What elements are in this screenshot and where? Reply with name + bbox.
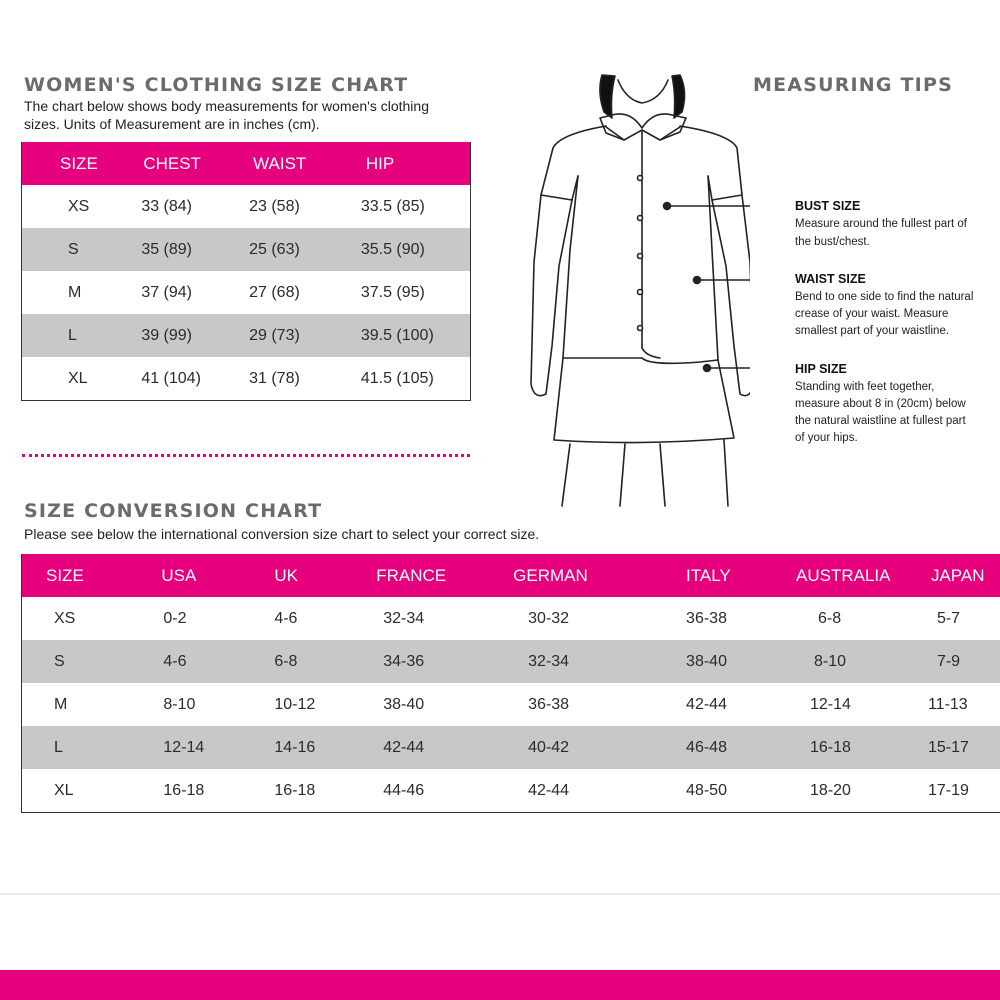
australia-cell: 8-10 (776, 640, 906, 683)
chest-cell: 41 (104) (141, 369, 201, 387)
chest-cell: 33 (84) (141, 197, 193, 215)
conversion-chart-description: Please see below the international conversion size chart to select your correct size. (24, 526, 540, 542)
france-cell: 32-34 (383, 609, 425, 627)
australia-cell: 6-8 (817, 609, 842, 627)
italy-cell: 48-50 (686, 781, 727, 799)
conversion-chart-table (21, 554, 1000, 813)
size-cell: XS (68, 197, 90, 215)
waist-cell: 25 (63) (241, 228, 351, 271)
size-cell: M (68, 283, 82, 301)
size-chart-table (21, 142, 471, 401)
japan-cell: 11-13 (927, 695, 968, 713)
italy-cell: 38-40 (666, 640, 776, 683)
table-row (22, 769, 1000, 813)
woman-figure-illustration (520, 70, 750, 510)
table-row (22, 640, 1000, 683)
japan-cell: 15-17 (906, 726, 1000, 769)
waist-cell: 31 (78) (249, 369, 300, 387)
uk-cell: 6-8 (271, 640, 366, 683)
header-hip: HIP (351, 142, 471, 185)
size-chart-description-1: The chart below shows body measurements for women's clothing (24, 98, 429, 114)
france-cell: 44-46 (383, 781, 425, 799)
waist-size-text-1: Bend to one side to find the natural (795, 291, 974, 303)
bust-size-heading: BUST SIZE (795, 199, 861, 213)
australia-cell: 18-20 (809, 781, 851, 799)
footer-accent-bar (0, 970, 1000, 1000)
hip-cell: 37.5 (95) (360, 283, 425, 301)
size-cell: S (22, 228, 132, 271)
german-cell: 30-32 (528, 609, 570, 627)
header-size: SIZE (22, 554, 162, 597)
hip-size-text-1: Standing with feet together, (795, 381, 935, 393)
france-cell: 42-44 (366, 726, 506, 769)
table-row (22, 357, 471, 401)
dotted-divider (22, 454, 470, 457)
waist-size-heading: WAIST SIZE (795, 272, 866, 286)
france-cell: 38-40 (383, 695, 425, 713)
france-cell: 34-36 (366, 640, 506, 683)
waist-cell: 27 (68) (249, 283, 300, 301)
italy-cell: 36-38 (686, 609, 727, 627)
size-chart-description-2: sizes. Units of Measurement are in inches (cm). (24, 116, 320, 132)
chest-cell: 37 (94) (141, 283, 193, 301)
header-size: SIZE (22, 142, 132, 185)
uk-cell: 16-18 (274, 781, 316, 799)
usa-cell: 4-6 (161, 640, 271, 683)
header-waist: WAIST (241, 142, 351, 185)
header-uk: UK (271, 554, 366, 597)
uk-cell: 14-16 (271, 726, 366, 769)
waist-cell: 23 (58) (249, 197, 300, 215)
usa-cell: 12-14 (161, 726, 271, 769)
header-australia: AUSTRALIA (776, 554, 906, 597)
table-row (22, 228, 471, 271)
header-usa: USA (161, 554, 271, 597)
hip-cell: 41.5 (105) (360, 369, 434, 387)
size-cell: XL (54, 781, 74, 799)
hip-cell: 39.5 (100) (351, 314, 471, 357)
table-row (22, 683, 1000, 726)
size-cell: M (54, 695, 68, 713)
australia-cell: 16-18 (776, 726, 906, 769)
table-row (22, 271, 471, 314)
hip-size-text-3: the natural waistline at fullest part (795, 415, 966, 427)
footer-divider (0, 893, 1000, 895)
german-cell: 32-34 (506, 640, 666, 683)
size-cell: XL (68, 369, 88, 387)
table-row (22, 185, 471, 228)
header-italy: ITALY (666, 554, 776, 597)
usa-cell: 16-18 (163, 781, 205, 799)
hip-size-text-4: of your hips. (795, 432, 858, 444)
header-japan: JAPAN (906, 554, 1000, 597)
italy-cell: 42-44 (686, 695, 727, 713)
german-cell: 42-44 (528, 781, 570, 799)
header-france: FRANCE (366, 554, 506, 597)
size-cell: L (22, 314, 132, 357)
uk-cell: 4-6 (274, 609, 298, 627)
conversion-header-row (22, 554, 1000, 597)
waist-size-text-3: smallest part of your waistline. (795, 325, 950, 337)
size-cell: S (22, 640, 162, 683)
waist-size-text-2: crease of your waist. Measure (795, 308, 949, 320)
size-cell: XS (54, 609, 76, 627)
hip-cell: 33.5 (85) (360, 197, 425, 215)
chest-cell: 35 (89) (131, 228, 241, 271)
italy-cell: 46-48 (666, 726, 776, 769)
german-cell: 40-42 (506, 726, 666, 769)
bust-size-text-2: the bust/chest. (795, 236, 870, 248)
conversion-chart-title: SIZE CONVERSION CHART (24, 500, 323, 522)
japan-cell: 17-19 (927, 781, 969, 799)
usa-cell: 0-2 (163, 609, 187, 627)
size-chart-header-row (22, 142, 471, 185)
german-cell: 36-38 (528, 695, 570, 713)
table-row (22, 314, 471, 357)
hip-size-heading: HIP SIZE (795, 362, 847, 376)
hip-size-text-2: measure about 8 in (20cm) below (795, 398, 966, 410)
header-chest: CHEST (131, 142, 241, 185)
japan-cell: 7-9 (906, 640, 1000, 683)
waist-cell: 29 (73) (241, 314, 351, 357)
table-row (22, 726, 1000, 769)
chest-cell: 39 (99) (131, 314, 241, 357)
hip-cell: 35.5 (90) (351, 228, 471, 271)
size-cell: L (22, 726, 162, 769)
bust-size-text-1: Measure around the fullest part of (795, 218, 967, 230)
japan-cell: 5-7 (936, 609, 961, 627)
measuring-tips-title: MEASURING TIPS (753, 74, 953, 96)
size-chart-title: WOMEN'S CLOTHING SIZE CHART (24, 74, 409, 96)
header-german: GERMAN (506, 554, 666, 597)
australia-cell: 12-14 (809, 695, 851, 713)
table-row (22, 597, 1000, 640)
usa-cell: 8-10 (163, 695, 196, 713)
uk-cell: 10-12 (274, 695, 316, 713)
